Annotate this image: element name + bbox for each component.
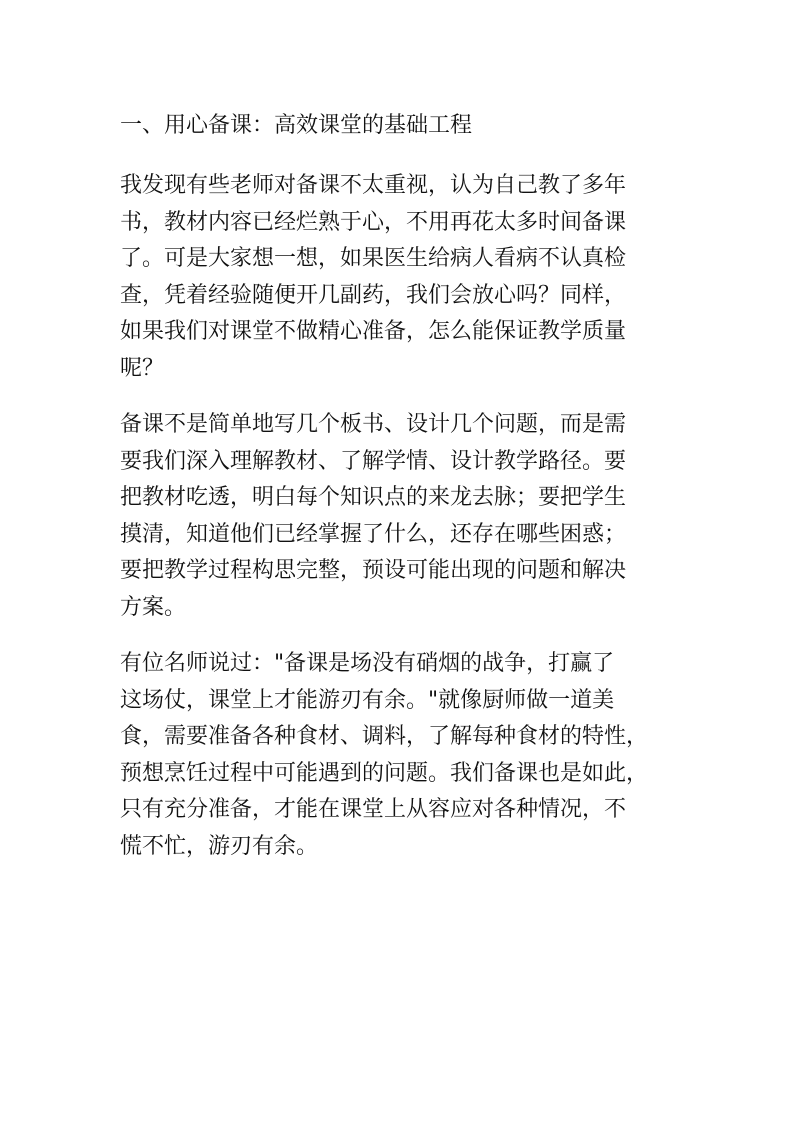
paragraph-3 — [120, 646, 680, 865]
paragraph-line: 要我们深入理解教材、了解学情、设计教学路径。要 — [120, 448, 627, 474]
paragraph-1 — [120, 168, 680, 387]
paragraph-line: 只有充分准备，才能在课堂上从容应对各种情况，不 — [120, 797, 627, 822]
paragraph-line: 方案。 — [120, 594, 187, 620]
paragraph-line: 这场仗，课堂上才能游刃有余。"就像厨师做一道美 — [120, 687, 615, 713]
paragraph-line: 了。可是大家想一想，如果医生给病人看病不认真检 — [120, 246, 627, 271]
paragraph-line: 摸清，知道他们已经掌握了什么，还存在哪些困惑； — [120, 521, 627, 547]
paragraph-line: 呢？ — [120, 355, 165, 381]
paragraph-line: 慌不忙，游刃有余。 — [120, 833, 319, 859]
paragraph-line: 书，教材内容已经烂熟于心，不用再花太多时间备课 — [120, 209, 627, 235]
paragraph-line: 预想烹饪过程中可能遇到的问题。我们备课也是如此， — [120, 760, 649, 786]
paragraph-2 — [120, 407, 680, 626]
document-page — [120, 108, 680, 885]
paragraph-line: 备课不是简单地写几个板书、设计几个问题，而是需 — [120, 412, 627, 437]
paragraph-line: 把教材吃透，明白每个知识点的来龙去脉；要把学生 — [120, 485, 627, 510]
paragraph-line: 我发现有些老师对备课不太重视，认为自己教了多年 — [120, 173, 627, 198]
paragraph-line: 食，需要准备各种食材、调料，了解每种食材的特性， — [120, 724, 649, 749]
paragraph-line: 查，凭着经验随便开几副药，我们会放心吗？同样， — [120, 282, 627, 308]
paragraph-line: 要把教学过程构思完整，预设可能出现的问题和解决 — [120, 558, 627, 583]
paragraph-line: 有位名师说过："备课是场没有硝烟的战争，打赢了 — [120, 651, 615, 676]
paragraph-line: 如果我们对课堂不做精心准备，怎么能保证教学质量 — [120, 319, 627, 344]
section-heading: 一、用心备课：高效课堂的基础工程 — [120, 113, 473, 138]
